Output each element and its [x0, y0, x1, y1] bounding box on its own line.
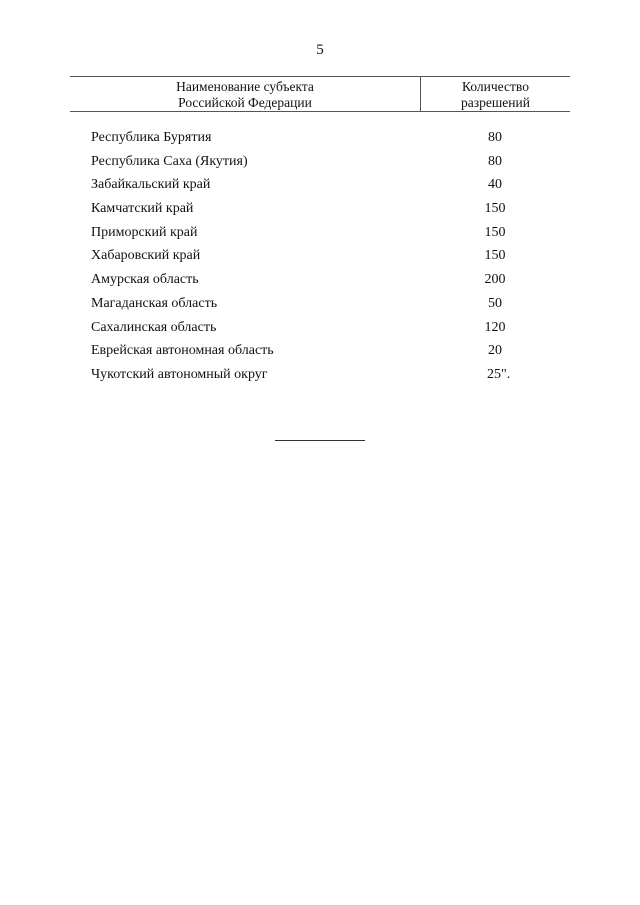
header-region-line-2: Российской Федерации: [178, 94, 312, 110]
table-row: [0, 246, 640, 270]
region-name: Республика Саха (Якутия): [91, 153, 248, 169]
permit-count: 150: [484, 201, 506, 217]
region-name: Приморский край: [91, 224, 198, 240]
table-header: [70, 76, 570, 112]
permit-count: 20: [488, 343, 502, 359]
region-name: Магаданская область: [91, 295, 218, 311]
table-row: [0, 175, 640, 199]
permit-count: 150: [484, 248, 506, 264]
permit-count: 200: [484, 272, 506, 288]
header-count-line-2: разрешений: [461, 94, 530, 110]
region-name: Сахалинская область: [91, 319, 217, 335]
region-name: Республика Бурятия: [91, 130, 212, 145]
page-number: 5: [316, 42, 324, 58]
permit-count: 120: [484, 319, 506, 335]
table-row: [0, 270, 640, 294]
table-row: [0, 341, 640, 365]
table-row: [0, 199, 640, 223]
table-body: [0, 128, 640, 389]
region-name: Забайкальский край: [91, 177, 211, 193]
table-row: [0, 223, 640, 247]
permit-count: 25".: [487, 366, 511, 382]
permit-count: 80: [488, 153, 502, 169]
header-region: [70, 79, 420, 110]
region-name: Камчатский край: [91, 201, 194, 217]
table-row: [0, 128, 640, 152]
header-count-line-1: Количество: [462, 79, 529, 94]
region-name: Еврейская автономная область: [91, 343, 274, 359]
region-name: Чукотский автономный округ: [91, 366, 268, 382]
end-of-section-rule: [275, 440, 365, 441]
table-row: [0, 294, 640, 318]
region-name: Амурская область: [91, 272, 199, 288]
permit-count: 80: [488, 130, 502, 145]
permit-count: 50: [488, 295, 502, 311]
header-region-line-1: Наименование субъекта: [176, 79, 314, 94]
region-name: Хабаровский край: [91, 248, 201, 264]
permit-count: 40: [488, 177, 502, 193]
permit-count: 150: [484, 224, 506, 240]
table-row: [0, 318, 640, 342]
header-count: [421, 79, 570, 110]
table-row: [0, 152, 640, 176]
table-row: [0, 365, 640, 389]
